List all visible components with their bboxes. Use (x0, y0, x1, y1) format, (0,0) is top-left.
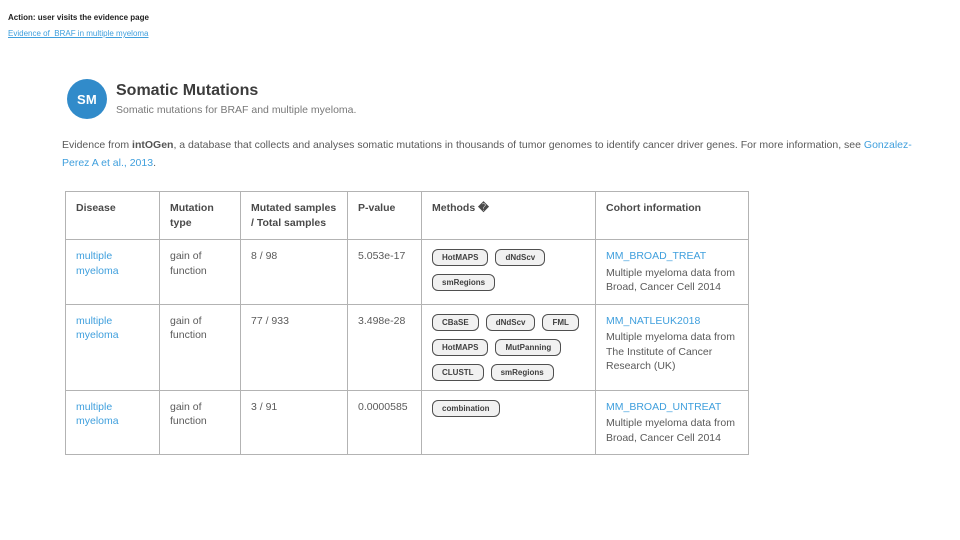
evidence-page-link[interactable]: Evidence of BRAF in multiple myeloma (8, 29, 149, 38)
method-badge: CBaSE (432, 314, 479, 331)
method-badge: MutPanning (495, 339, 561, 356)
intro-text-3: . (153, 156, 156, 169)
p-value: 3.498e-28 (358, 314, 406, 327)
samples-value: 8 / 98 (251, 250, 278, 262)
intro-paragraph (62, 137, 912, 172)
cohort-description: Multiple myeloma data from Broad, Cancer Cell 2014 (606, 266, 735, 293)
citation-link[interactable]: Gonzalez-Perez A et al., 2013 (62, 139, 912, 169)
cohort-link[interactable]: MM_NATLEUK2018 (606, 314, 701, 327)
section-header (67, 79, 356, 119)
disease-link[interactable]: multiple myeloma (76, 250, 119, 277)
p-value: 0.0000585 (358, 400, 408, 413)
methods-badges (432, 314, 585, 381)
col-header-mutation-type: Mutation type (160, 192, 241, 240)
table-header-row (66, 192, 749, 240)
methods-badges (432, 400, 585, 417)
disease-link[interactable]: multiple myeloma (76, 314, 119, 341)
method-badge: HotMAPS (432, 339, 488, 356)
disease-link[interactable]: multiple myeloma (76, 400, 119, 427)
col-header-p-value: P-value (348, 192, 422, 240)
somatic-mutations-icon: SM (67, 79, 107, 119)
col-header-cohort: Cohort information (596, 192, 749, 240)
page-title: Somatic Mutations (116, 82, 259, 99)
mutation-type-value: gain of function (170, 314, 207, 341)
cohort-description: Multiple myeloma data from Broad, Cancer Cell 2014 (606, 417, 735, 444)
p-value: 5.053e-17 (358, 250, 406, 262)
mutation-type-value: gain of function (170, 400, 207, 427)
mutation-type-value: gain of function (170, 250, 207, 277)
method-badge: dNdScv (495, 249, 545, 266)
action-block (8, 12, 149, 41)
method-badge: CLUSTL (432, 364, 484, 381)
col-header-disease: Disease (66, 192, 160, 240)
evidence-table (65, 191, 749, 455)
samples-value: 3 / 91 (251, 400, 278, 413)
table-row (66, 390, 749, 455)
cohort-description: Multiple myeloma data from The Institute of Cancer Research (UK) (606, 331, 735, 372)
intro-text: Evidence from (62, 139, 133, 151)
method-badge: smRegions (491, 364, 554, 381)
cohort-link[interactable]: MM_BROAD_UNTREAT (606, 400, 722, 413)
page-subtitle: Somatic mutations for BRAF and multiple myeloma. (116, 104, 357, 116)
method-badge: smRegions (432, 274, 495, 291)
method-badge: HotMAPS (432, 249, 488, 266)
col-header-methods: Methods � (422, 192, 596, 240)
intogen-name: intOGen (132, 139, 174, 151)
table-row (66, 304, 749, 390)
col-header-samples: Mutated samples / Total samples (241, 192, 348, 240)
method-badge: FML (542, 314, 578, 331)
table-row (66, 240, 749, 305)
method-badge: combination (432, 400, 500, 417)
cohort-link[interactable]: MM_BROAD_TREAT (606, 250, 707, 262)
samples-value: 77 / 933 (251, 314, 289, 327)
action-label: Action: user visits the evidence page (8, 13, 149, 22)
intro-text-2: , a database that collects and analyses somatic mutations in thousands of tumor genomes to identify cancer driver genes. For more information, see (173, 139, 864, 151)
method-badge: dNdScv (486, 314, 536, 331)
methods-badges (432, 249, 585, 291)
